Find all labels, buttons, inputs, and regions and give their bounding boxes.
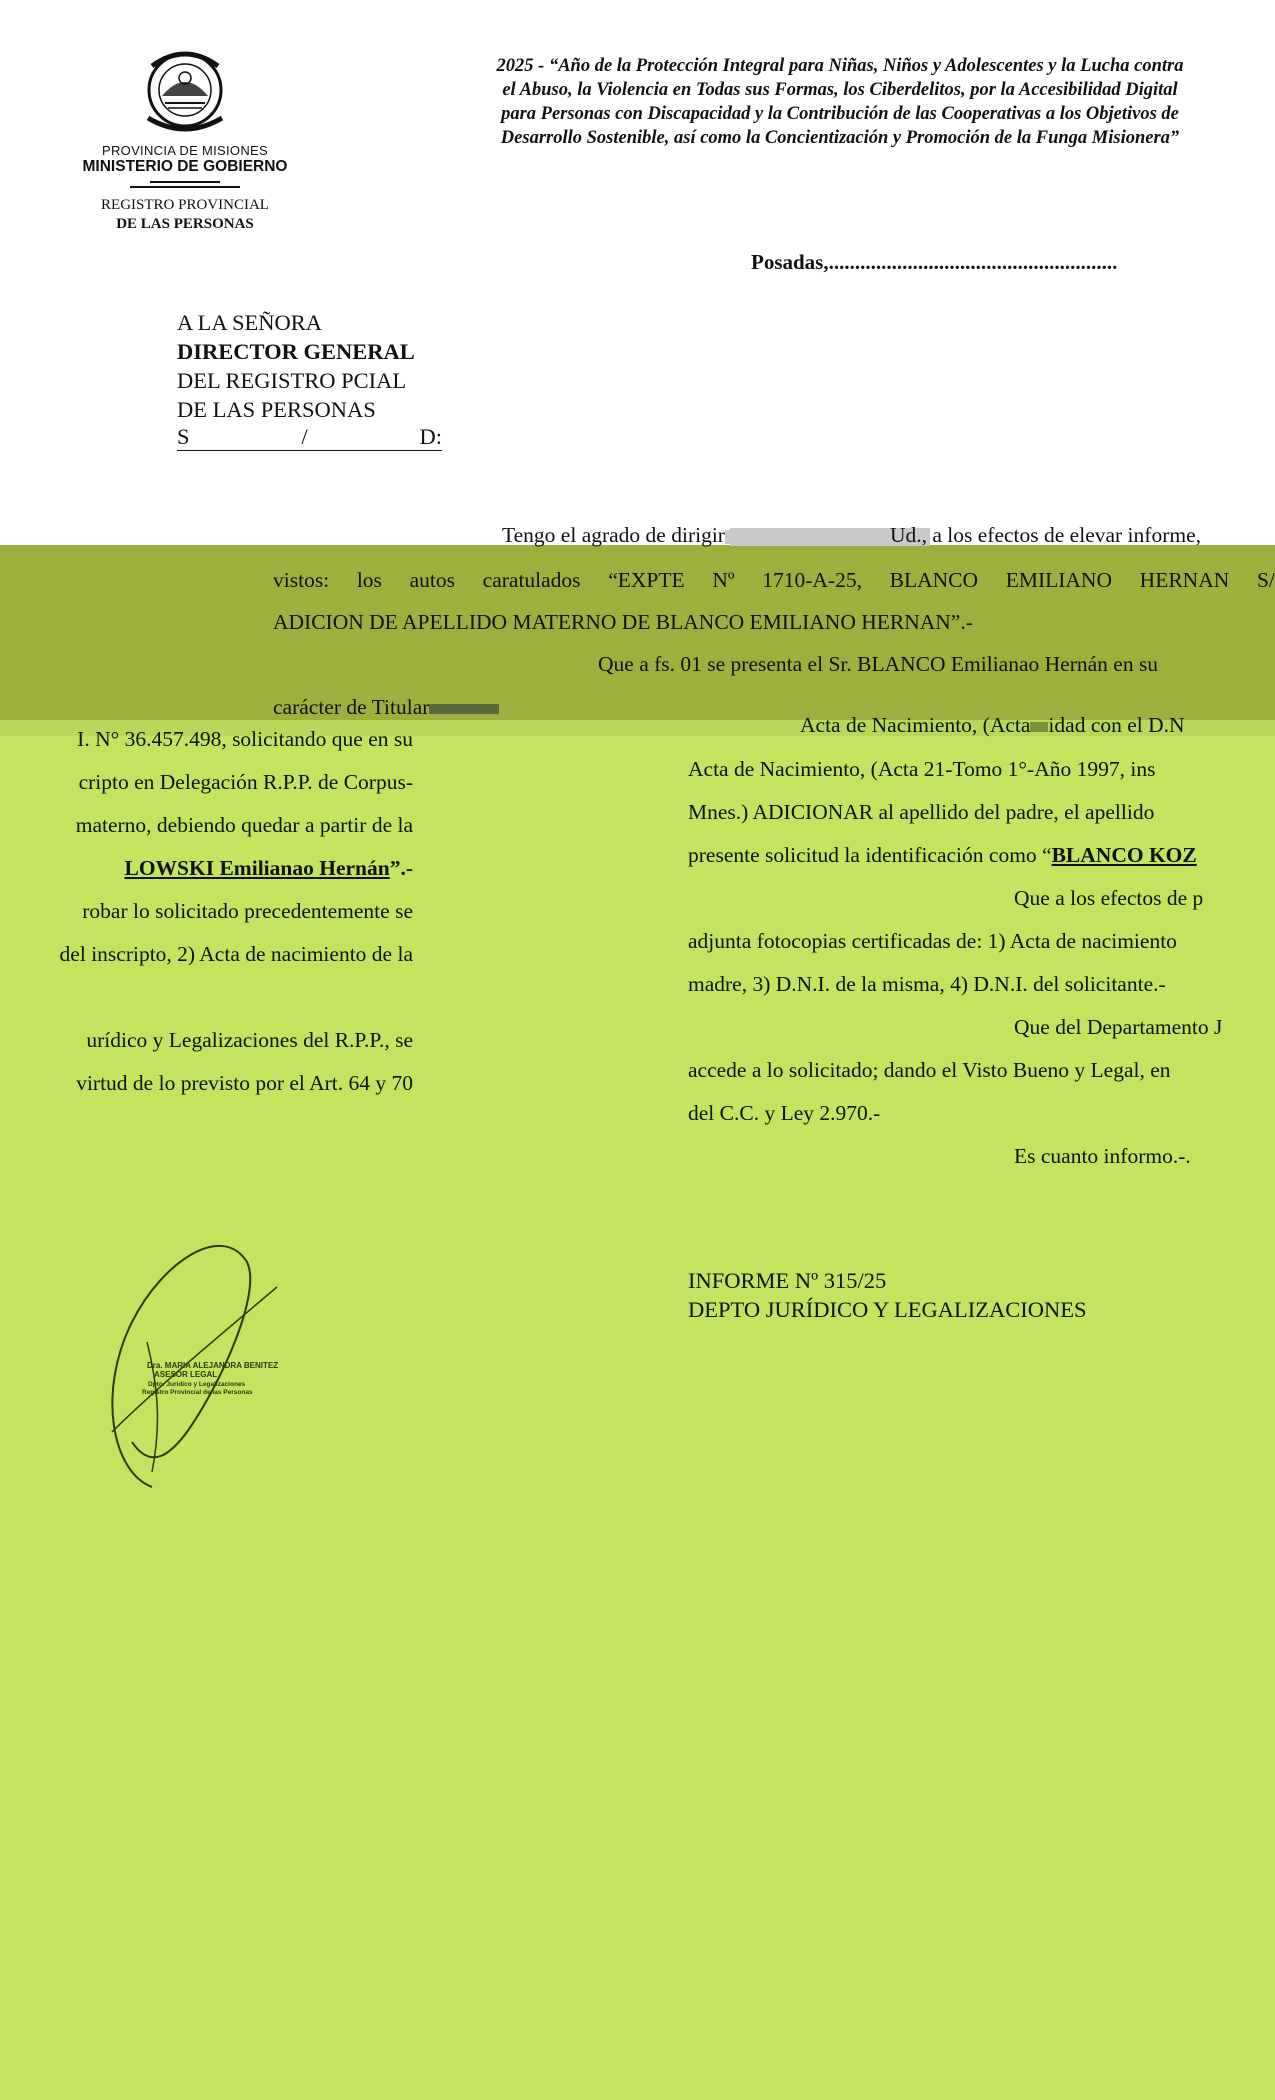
body-text: Ud., a los efectos de elevar informe, — [889, 523, 1201, 547]
addressee-title: DIRECTOR GENERAL — [177, 339, 415, 364]
right-line: adjunta fotocopias certificadas de: 1) Acta de nacimiento — [688, 929, 1177, 953]
right-line: Que del Departamento J — [1014, 1015, 1223, 1039]
right-line: accede a lo solicitado; dando el Visto Bueno y Legal, en — [688, 1058, 1171, 1082]
left-line: urídico y Legalizaciones del R.P.P., se — [86, 1028, 413, 1052]
word: Nº — [712, 568, 735, 592]
word: caratulados — [482, 568, 581, 592]
registry-name-line2: DE LAS PERSONAS — [116, 216, 254, 232]
year-motto: 2025 - “Año de la Protección Integral para Niñas, Niños y Adolescentes y la Lucha contra el Abuso, la Violencia en Todas sus Formas, los Ciberdelitos, por la Accesibilidad Digital para Personas con Discapacidad y la Contribución de las Cooperativas a los Objetivos de Desarrollo Sostenible, así como la Concientización y Promoción de la Funga Misionera” — [496, 56, 1184, 148]
left-line: cripto en Delegación R.P.P. de Corpus- — [78, 770, 413, 794]
left-line: robar lo solicitado precedentemente se — [82, 899, 413, 923]
addressee-line: A LA SEÑORA — [177, 310, 323, 335]
right-line: Que a los efectos de p — [1014, 886, 1204, 910]
left-line: virtud de lo previsto por el Art. 64 y 70 — [76, 1071, 413, 1095]
body-line-que-fs: Que a fs. 01 se presenta el Sr. BLANCO Emilianao Hernán en su — [598, 652, 1159, 676]
word: EMILIANO — [1005, 568, 1112, 592]
sd-part: / — [301, 424, 308, 449]
body-text-bold: BLANCO KOZ — [1051, 843, 1197, 867]
word: 1710-A-25, — [762, 568, 862, 592]
body-text: Tengo el agrado de dirigir — [502, 523, 725, 547]
left-line: I. N° 36.457.498, solicitando que en su — [77, 727, 413, 751]
right-line: Mnes.) ADICIONAR al apellido del padre, el apellido — [688, 800, 1155, 824]
body-text: presente solicitud la identificación como “ — [688, 843, 1052, 867]
svg-text:Dra. MARIA ALEJANDRA BENITEZ: Dra. MARIA ALEJANDRA BENITEZ — [147, 1361, 279, 1370]
signature-stamp — [92, 1232, 287, 1492]
body-line-caracter — [273, 695, 499, 720]
sd-part: S — [177, 424, 190, 449]
department-name: DEPTO JURÍDICO Y LEGALIZACIONES — [688, 1297, 1087, 1322]
addressee-line: DE LAS PERSONAS — [177, 397, 376, 422]
body-text: ”.- — [389, 856, 413, 880]
body-line-tengo — [502, 523, 1201, 548]
word: los — [356, 568, 382, 592]
left-line: materno, debiendo quedar a partir de la — [75, 813, 413, 837]
body-text: Acta de Nacimiento, (Acta — [800, 713, 1031, 737]
right-line — [688, 843, 1197, 868]
svg-text:Registro Provincial de las Per: Registro Provincial de las Personas — [142, 1389, 253, 1396]
svg-text:ASESOR LEGAL: ASESOR LEGAL — [154, 1370, 218, 1379]
addressee-line: DEL REGISTRO PCIAL — [177, 368, 407, 393]
body-text: idad con el D.N — [1048, 713, 1185, 737]
body-text: carácter de Titular — [273, 695, 430, 719]
word: autos — [409, 568, 455, 592]
svg-text:Dpto. Jurídico y Legalizacione: Dpto. Jurídico y Legalizaciones — [148, 1381, 246, 1388]
right-line: del C.C. y Ley 2.970.- — [688, 1101, 881, 1125]
body-line-adicion: ADICION DE APELLIDO MATERNO DE BLANCO EMILIANO HERNAN”.- — [273, 610, 973, 634]
word: “EXPTE — [608, 568, 685, 592]
sd-part: D: — [419, 424, 442, 449]
left-line: del inscripto, 2) Acta de nacimiento de la — [59, 942, 413, 966]
header-rule — [150, 181, 220, 183]
word: vistos: — [273, 568, 330, 592]
right-line: madre, 3) D.N.I. de la misma, 4) D.N.I. del solicitante.- — [688, 972, 1166, 996]
right-line: Es cuanto informo.-. — [1014, 1144, 1191, 1168]
left-line — [124, 856, 413, 881]
body-text-bold: LOWSKI Emilianao Hernán — [124, 856, 390, 880]
ministry-name: MINISTERIO DE GOBIERNO — [82, 158, 288, 175]
place-date-line: Posadas,....................................................... — [751, 250, 1118, 274]
header-rule — [130, 186, 240, 188]
word: BLANCO — [889, 568, 979, 592]
body-line-vistos — [273, 568, 1275, 593]
word: S/ — [1256, 568, 1275, 592]
right-line — [800, 713, 1185, 738]
report-number: INFORME Nº 315/25 — [688, 1268, 887, 1293]
right-line: Acta de Nacimiento, (Acta 21-Tomo 1°-Año 1997, ins — [688, 757, 1156, 781]
province-name: PROVINCIA DE MISIONES — [102, 143, 268, 158]
registry-name-line1: REGISTRO PROVINCIAL — [101, 197, 269, 213]
word: HERNAN — [1139, 568, 1230, 592]
addressee-sd — [177, 424, 442, 451]
province-seal-icon — [140, 48, 230, 136]
